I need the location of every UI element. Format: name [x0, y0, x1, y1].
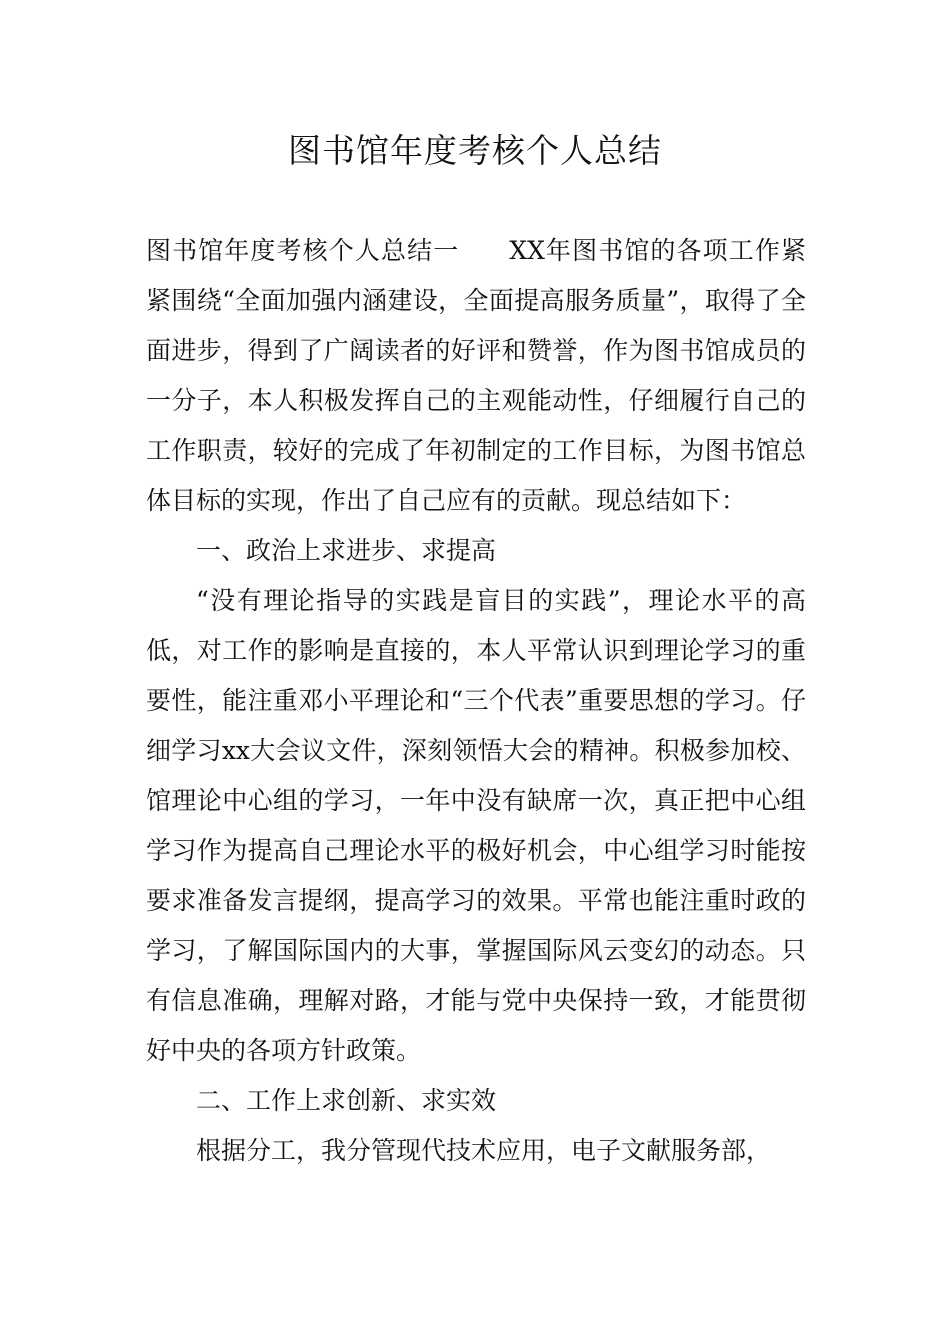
paragraph-work: 根据分工，我分管现代技术应用，电子文献服务部，: [196, 1136, 772, 1165]
section-heading-politics: 一、政治上求进步、求提高: [196, 536, 497, 565]
document-title: 图书馆年度考核个人总结: [288, 131, 662, 170]
section-heading-work: 二、工作上求创新、求实效: [196, 1086, 497, 1115]
paragraph-intro-text: XX年图书馆的各项工作紧紧围绕“全面加强内涵建设，全面提高服务质量”，取得了全面进步，得到了广阔读者的好评和赞誉，作为图书馆成员的一分子，本人积极发挥自己的主观能动性，仔细履行自己的工作职责，较好的完成了年初制定的工作目标，为图书馆总体目标的实现，作出了自己应有的贡献。现总结如下：: [146, 236, 806, 515]
paragraph-politics: “没有理论指导的实践是盲目的实践”，理论水平的高低，对工作的影响是直接的，本人平常认识到理论学习的重要性，能注重邓小平理论和“三个代表”重要思想的学习。仔细学习xx大会议文件，深刻领悟大会的精神。积极参加校、馆理论中心组的学习，一年中没有缺席一次，真正把中心组学习作为提高自己理论水平的极好机会，中心组学习时能按要求准备发言提纲，提高学习的效果。平常也能注重时政的学习，了解国际国内的大事，掌握国际风云变幻的动态。只有信息准确，理解对路，才能与党中央保持一致，才能贯彻好中央的各项方针政策。: [146, 586, 806, 1065]
paragraph-intro: [146, 226, 806, 526]
paragraph-intro-lead: 图书馆年度考核个人总结一: [146, 236, 460, 265]
document-body: [146, 226, 806, 1176]
